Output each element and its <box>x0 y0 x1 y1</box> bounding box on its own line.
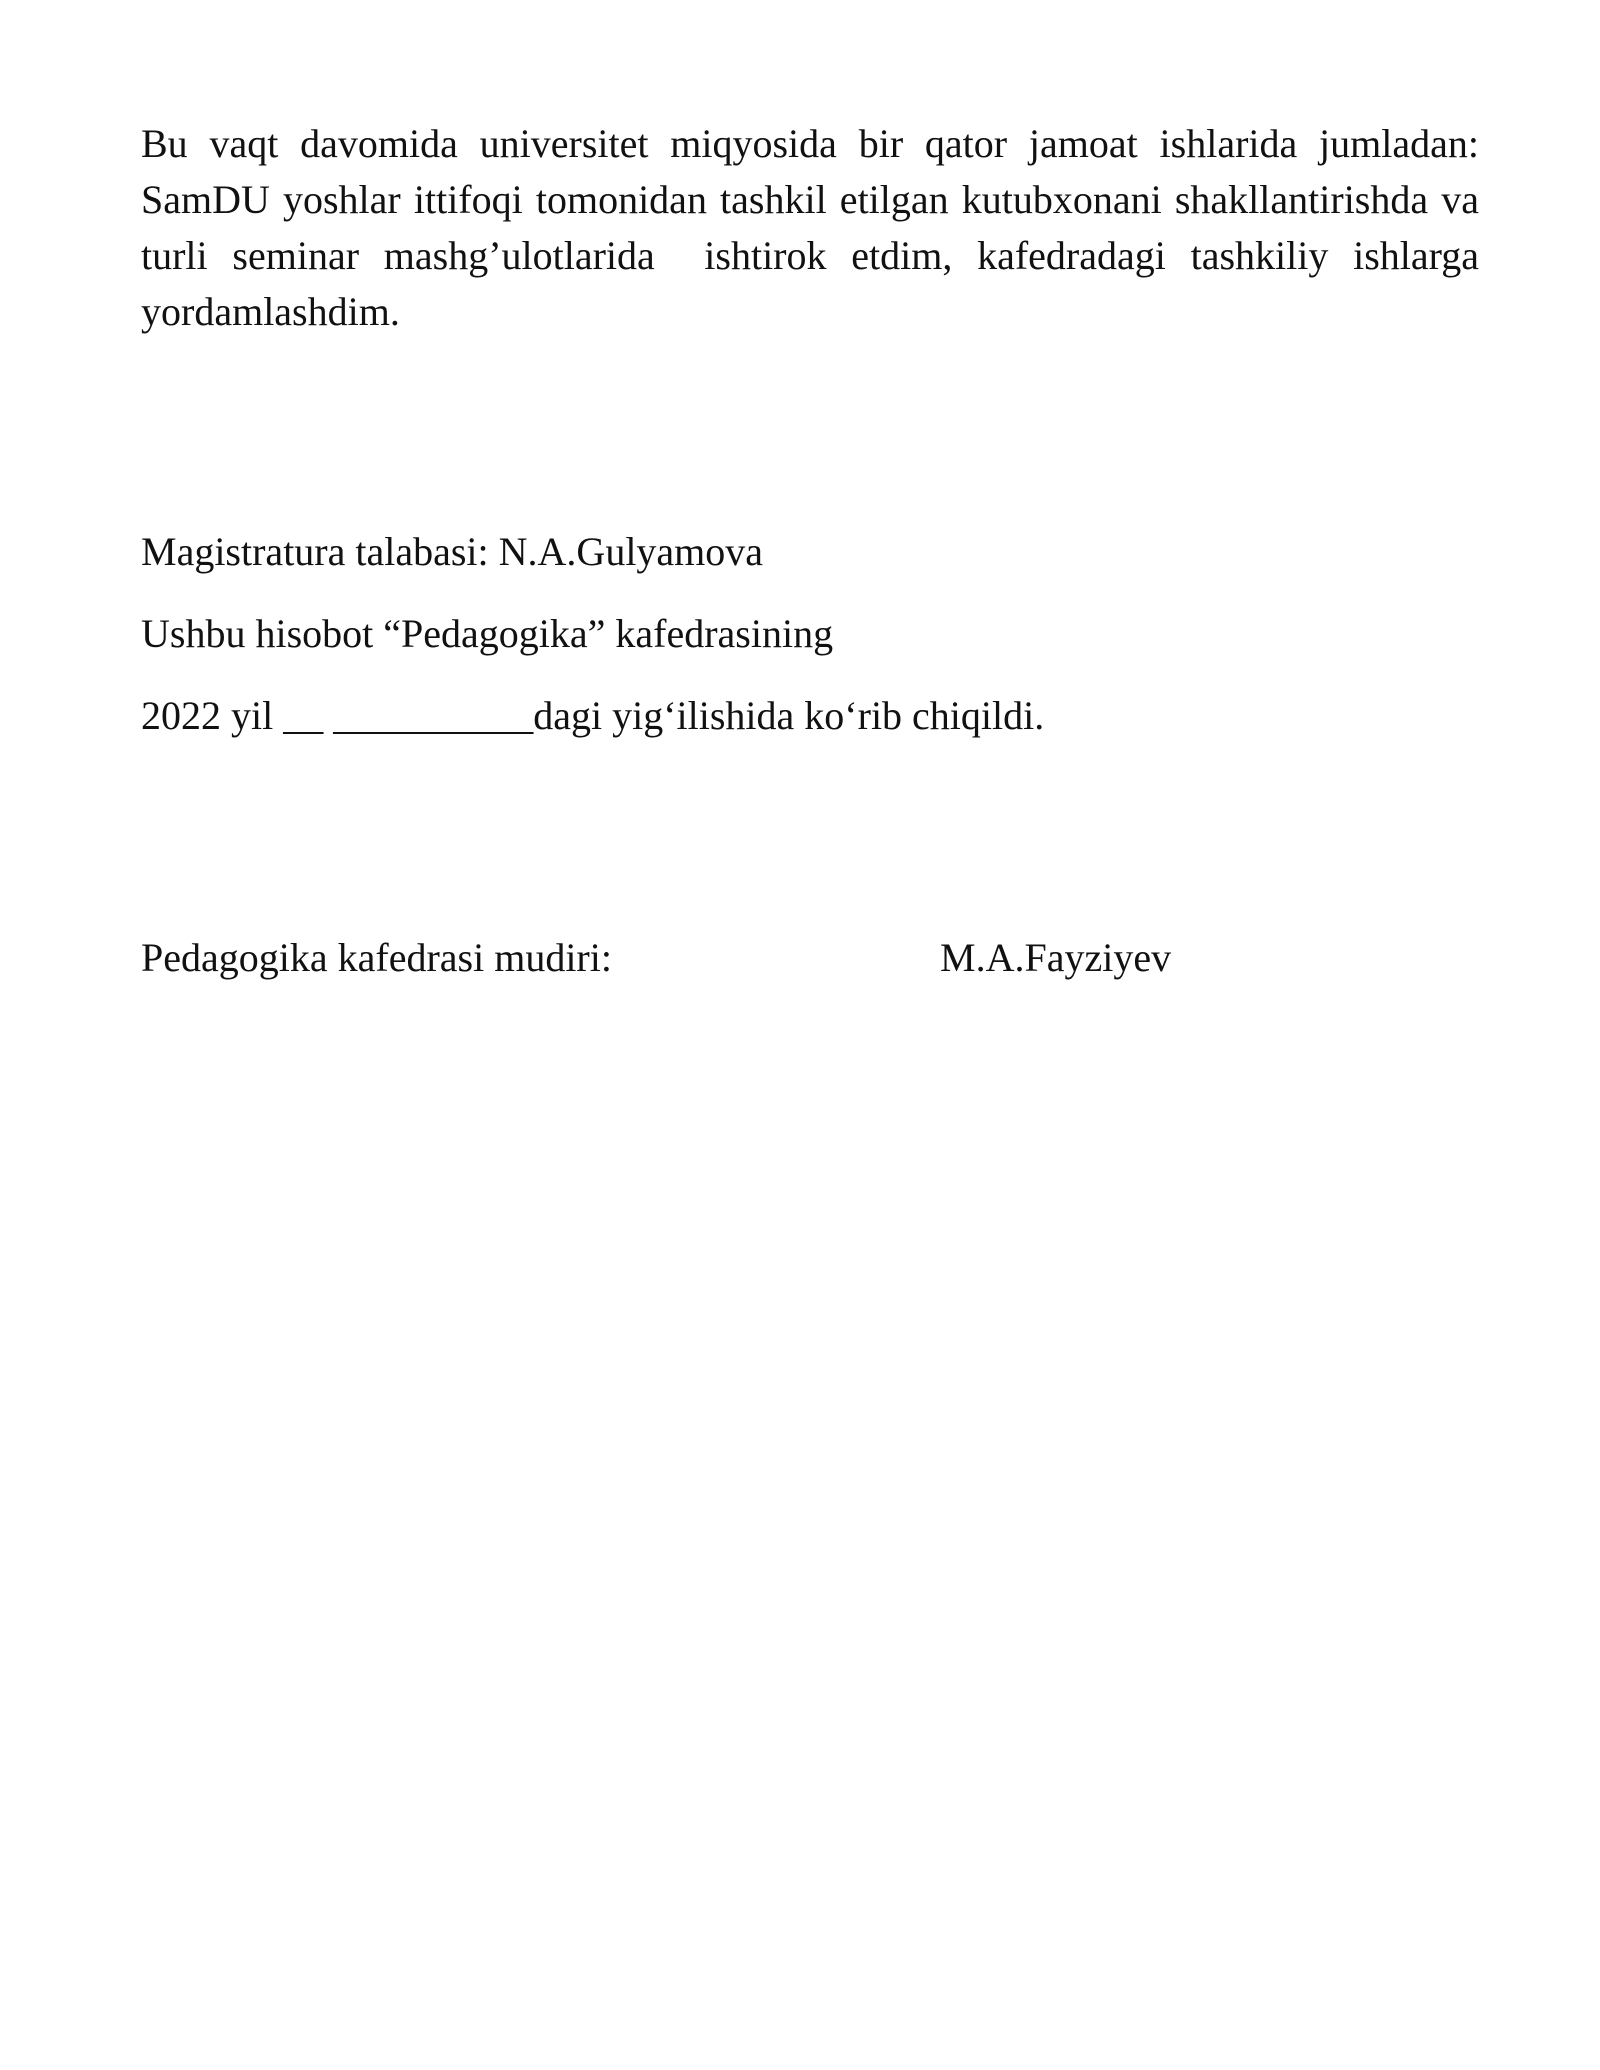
department-head-label: Pedagogika kafedrasi mudiri: <box>141 935 612 980</box>
body-paragraph: Bu vaqt davomida universitet miqyosida bir qator jamoat ishlarida jumladan: SamDU yoshlar ittifoqi tomonidan tashkil etilgan kutubxonani shakllantirishda va turli seminar mashg’ulotlarida ishtirok etdim, kafedradagi tashkiliy ishlarga yordamlashdim. <box>141 121 1489 334</box>
department-head-name: M.A.Fayziyev <box>940 935 1172 980</box>
meeting-date-line: 2022 yil __ __________dagi yig‘ilishida ko‘rib chiqildi. <box>141 693 1045 738</box>
report-review-line: Ushbu hisobot “Pedagogika” kafedrasining <box>141 611 834 656</box>
student-signature-line: Magistratura talabasi: N.A.Gulyamova <box>141 529 764 574</box>
